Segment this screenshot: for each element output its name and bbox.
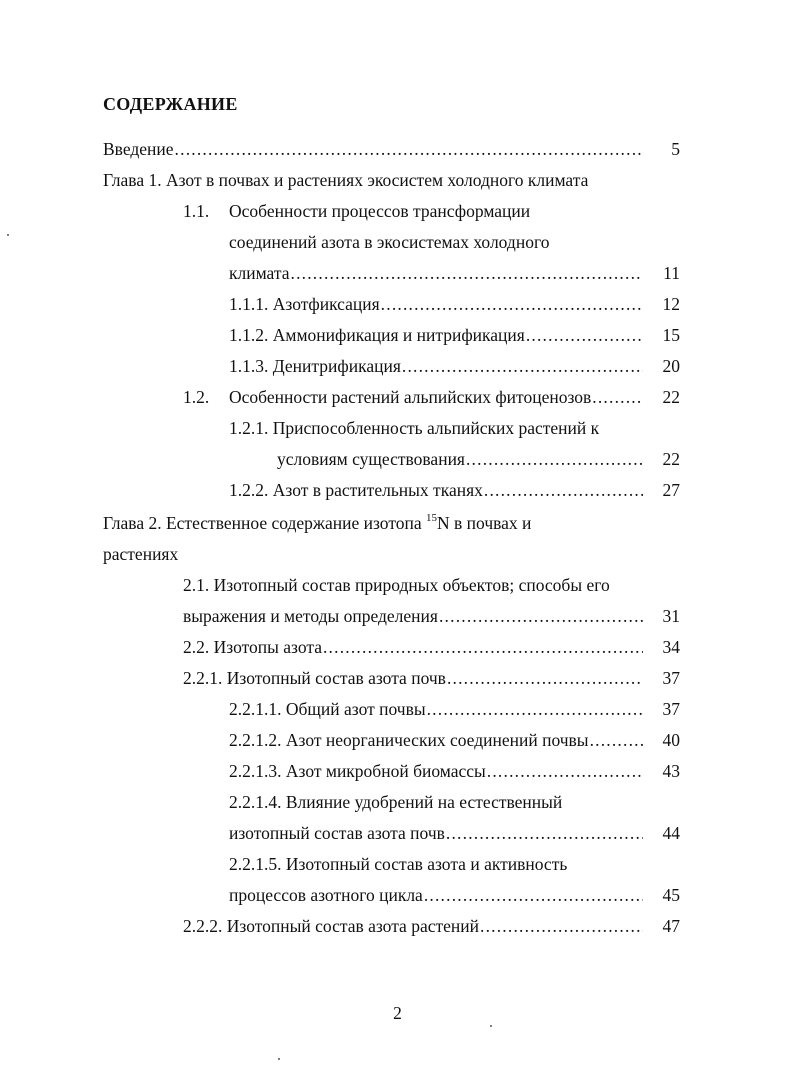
toc-entry-2-2-1-3	[229, 759, 643, 783]
toc-entry-text: 2.2.1.3. Азот микробной биомассы	[229, 761, 486, 781]
toc-page-number: 40	[662, 730, 680, 750]
toc-entry-text: 2.1. Изотопный состав природных объектов; способы его	[183, 575, 610, 595]
toc-page-number: 12	[662, 294, 680, 314]
toc-entry-1-1-2	[229, 323, 643, 347]
toc-page-number: 11	[663, 263, 680, 283]
toc-entry-2-2-1-1	[229, 697, 643, 721]
toc-entry-text: климата	[229, 263, 290, 283]
toc-entry-text: 2.2.1.5. Изотопный состав азота и активность	[229, 854, 568, 874]
toc-entry-text: 1.2.2. Азот в растительных тканях	[229, 480, 483, 500]
toc-entry-text: 1.1.3. Денитрификация	[229, 356, 401, 376]
dot-leader	[323, 635, 643, 659]
toc-page-number: 27	[662, 480, 680, 500]
dot-leader	[484, 478, 643, 502]
toc-entry-2-2-2	[183, 914, 643, 938]
dot-leader	[592, 385, 643, 409]
isotope-superscript: 15	[426, 512, 437, 524]
toc-heading: СОДЕРЖАНИЕ	[103, 94, 238, 114]
toc-page-number: 37	[662, 668, 680, 688]
toc-page-number: 37	[662, 699, 680, 719]
toc-entry-text: выражения и методы определения	[183, 606, 438, 626]
toc-entry-1-1-3	[229, 354, 643, 378]
toc-entry-2-2-1-2	[229, 728, 643, 752]
dot-leader	[381, 292, 643, 316]
toc-entry-2-1	[183, 604, 643, 628]
dot-leader	[424, 883, 643, 907]
toc-page-number: 43	[662, 761, 680, 781]
toc-entry-text: 1.1.2. Аммонификация и нитрификация	[229, 325, 525, 345]
toc-page-number: 45	[662, 885, 680, 905]
toc-entry-text: Глава 2. Естественное содержание изотопа	[103, 513, 422, 533]
toc-entry-2-2	[183, 635, 643, 659]
dot-leader	[480, 914, 643, 938]
dot-leader	[291, 261, 644, 285]
toc-chapter-2	[103, 511, 531, 535]
toc-entry-text: 2.2.1. Изотопный состав азота почв	[183, 668, 446, 688]
toc-entry-1-1	[229, 261, 643, 285]
dot-leader	[175, 137, 643, 161]
toc-page-number: 22	[662, 387, 680, 407]
toc-entry-2-2-1	[183, 666, 643, 690]
toc-entry-text: условиям существования	[277, 449, 465, 469]
toc-entry-text: процессов азотного цикла	[229, 885, 423, 905]
dot-leader	[427, 697, 643, 721]
toc-entry-text: 2.2.2. Изотопный состав азота растений	[183, 916, 479, 936]
dot-leader	[439, 604, 643, 628]
toc-page-number: 34	[662, 637, 680, 657]
dot-leader	[466, 447, 643, 471]
toc-entry-1-1-1	[229, 292, 643, 316]
toc-entry-text: растениях	[103, 544, 179, 564]
toc-entry-text: соединений азота в экосистемах холодного	[229, 232, 550, 252]
dot-leader	[402, 354, 643, 378]
toc-entry-text: Особенности процессов трансформации	[229, 201, 531, 221]
toc-entry-text: 2.2.1.2. Азот неорганических соединений почвы	[229, 730, 589, 750]
dot-leader	[487, 759, 643, 783]
dot-leader	[447, 666, 643, 690]
toc-entry-intro	[103, 137, 643, 161]
toc-entry-text: изотопный состав азота почв	[229, 823, 445, 843]
toc-entry-1-2	[229, 385, 643, 409]
toc-page-number: 47	[662, 916, 680, 936]
toc-page-number: 31	[662, 606, 680, 626]
toc-entry-2-2-1-4	[229, 821, 643, 845]
dot-leader	[526, 323, 643, 347]
scan-speck	[278, 1058, 280, 1060]
toc-section-number: 1.2.	[183, 387, 210, 407]
toc-entry-text: 1.1.1. Азотфиксация	[229, 294, 380, 314]
toc-page-number: 5	[671, 139, 680, 159]
toc-entry-text: Особенности растений альпийских фитоценозов	[229, 387, 592, 407]
toc-entry-1-2-2	[229, 478, 643, 502]
toc-page-number: 44	[662, 823, 680, 843]
toc-entry-text: 2.2.1.4. Влияние удобрений на естественный	[229, 792, 563, 812]
toc-page-number: 15	[662, 325, 680, 345]
toc-entry-text: 2.2.1.1. Общий азот почвы	[229, 699, 426, 719]
toc-page-number: 20	[662, 356, 680, 376]
dot-leader	[446, 821, 643, 845]
toc-entry-text: 2.2. Изотопы азота	[183, 637, 322, 657]
scan-speck	[7, 234, 9, 236]
toc-chapter-1: Глава 1. Азот в почвах и растениях экосистем холодного климата	[103, 170, 589, 190]
scan-speck	[490, 1025, 492, 1027]
toc-entry-text: N в почвах и	[437, 513, 532, 533]
toc-entry-1-2-1	[277, 447, 643, 471]
page-number-footer: 2	[393, 1003, 402, 1023]
toc-entry-text: Введение	[103, 139, 174, 159]
toc-entry-2-2-1-5	[229, 883, 643, 907]
toc-page-number: 22	[662, 449, 680, 469]
toc-section-number: 1.1.	[183, 201, 210, 221]
dot-leader	[590, 728, 643, 752]
toc-entry-text: 1.2.1. Приспособленность альпийских растений к	[229, 418, 600, 438]
